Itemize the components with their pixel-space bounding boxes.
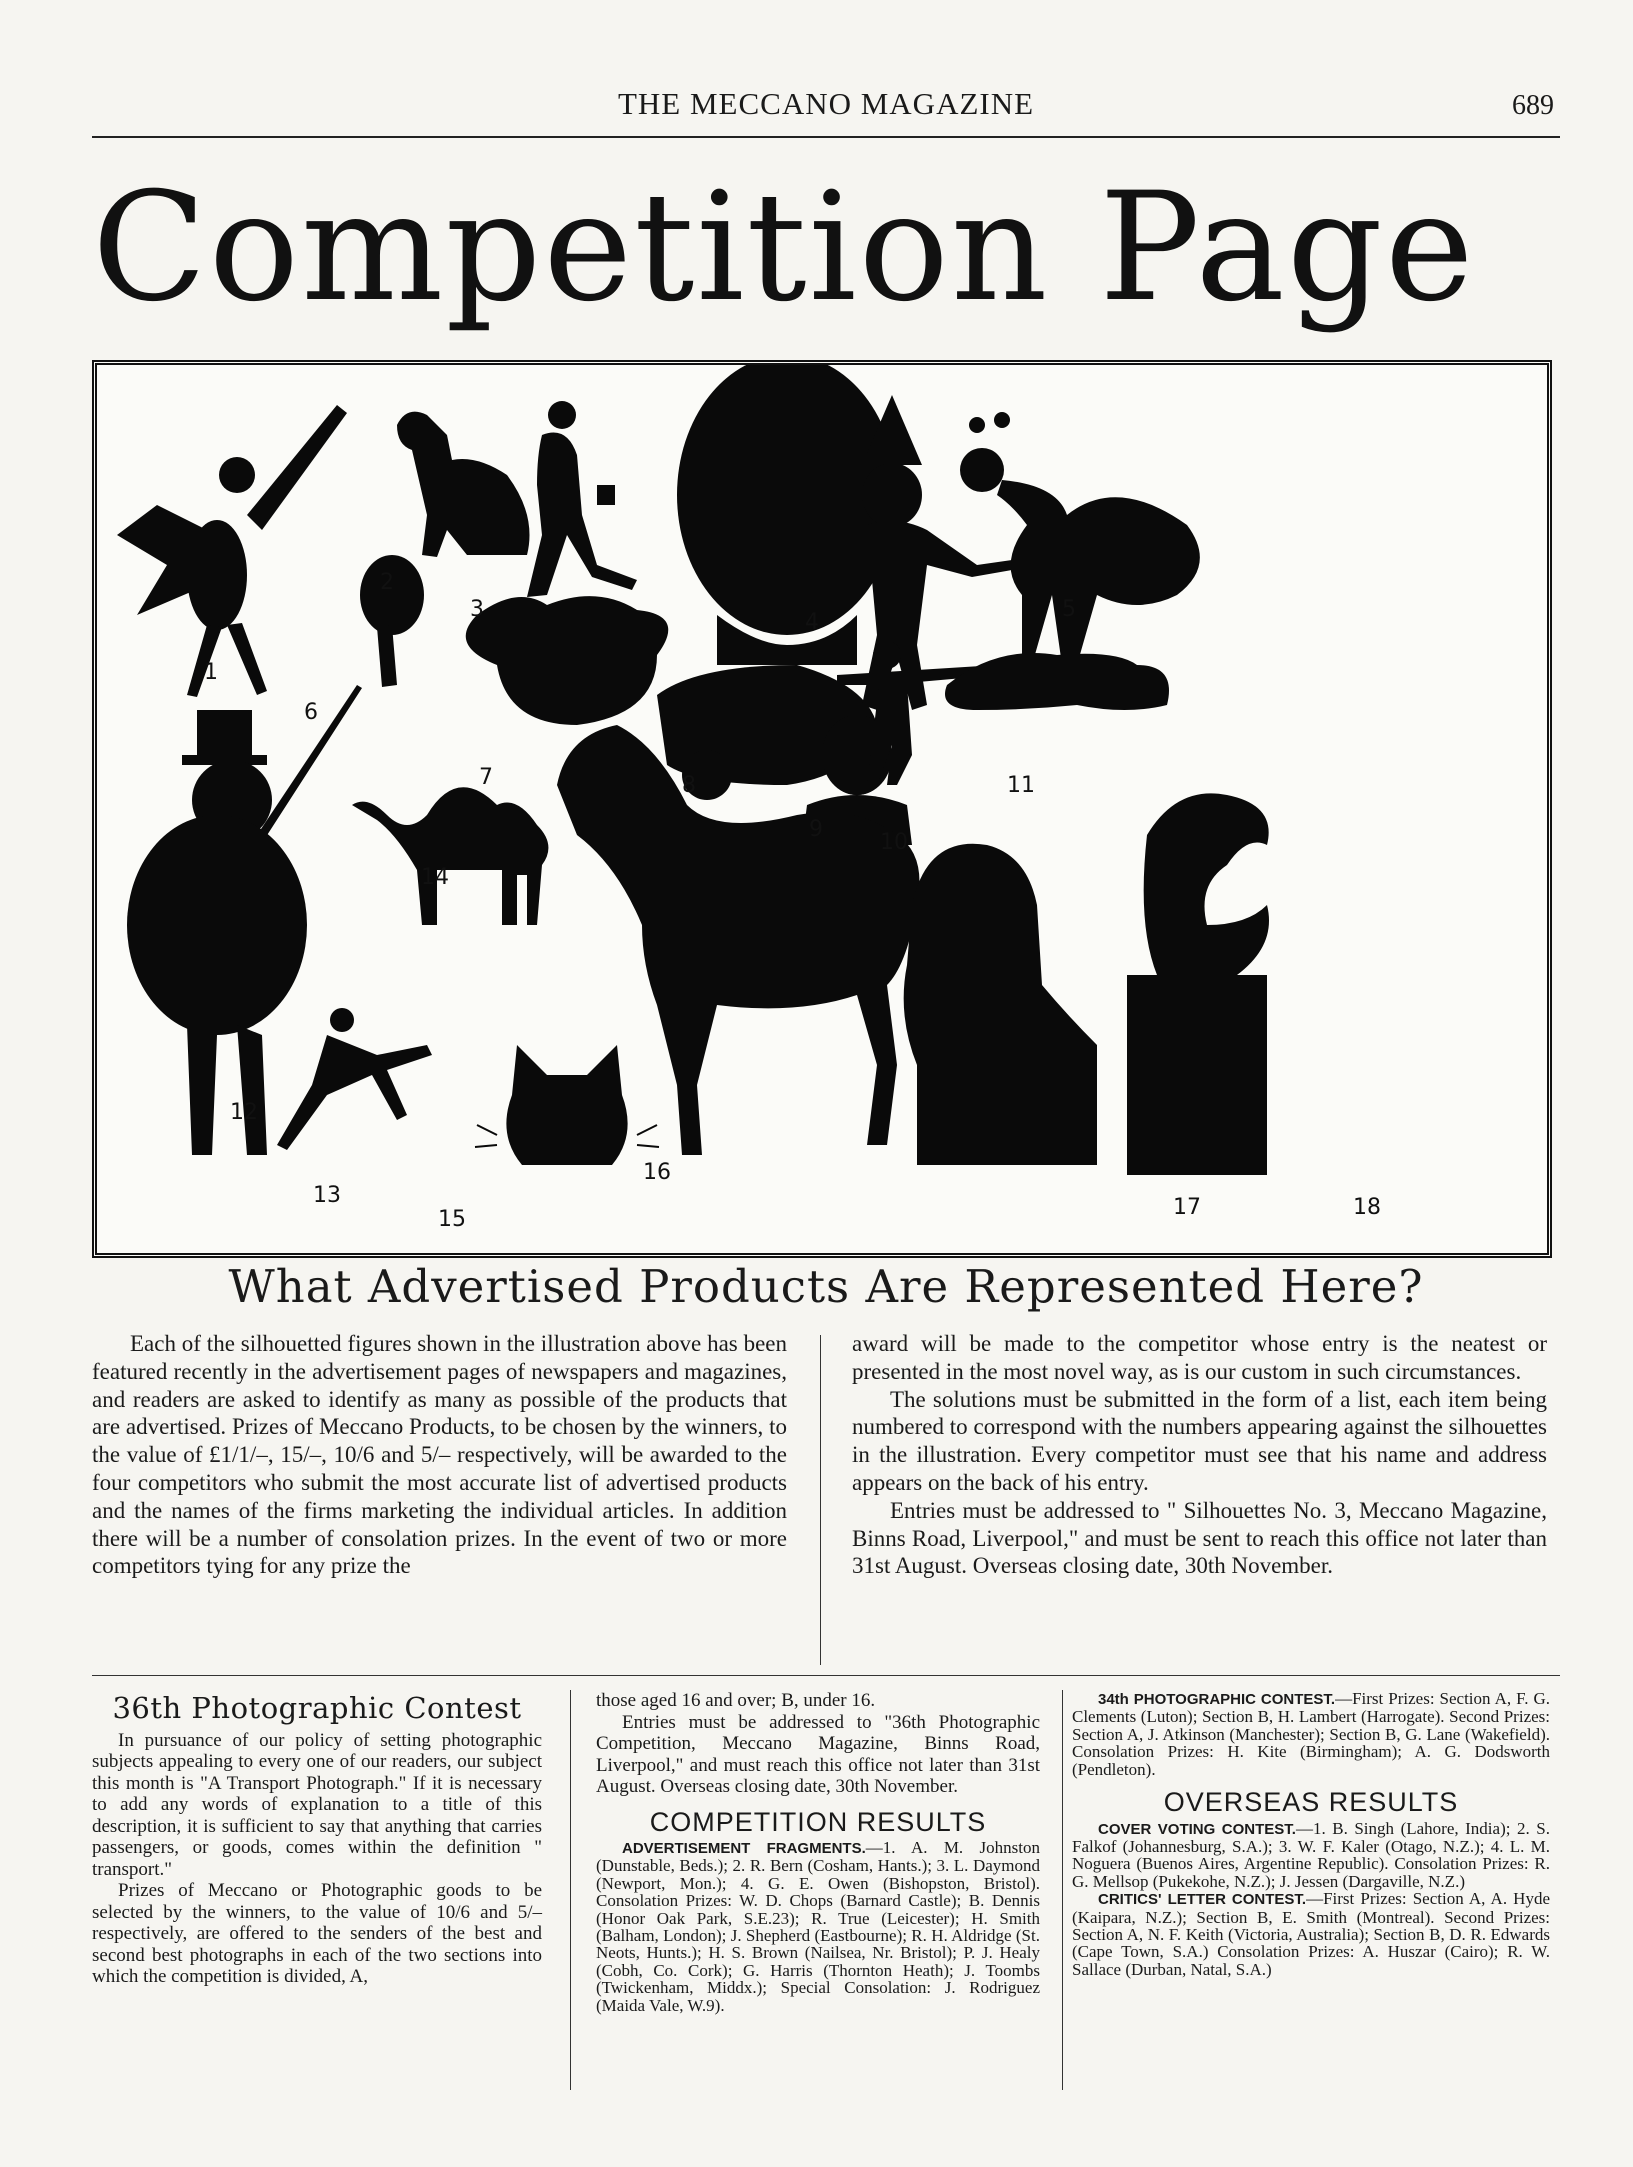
silhouette-17-head-profile	[904, 844, 1097, 1165]
cover-voting-text: —1. B. Singh (Lahore, India); 2. S. Falkof (Johannesburg, S.A.); 3. W. F. Kaler (Otago, N.Z.); 4. L. M. Noguera (Buenos Aires, Argentine Republic). Consolation Prizes: R. G. Mellsop (Pukekohe, N.Z.); J. Jessen (Dargaville, N.Z.)	[1072, 1818, 1550, 1891]
photo-contest-paragraph-4: Entries must be addressed to "36th Photographic Competition, Meccano Magazine, Binns Road, Liverpool," and must reach this office not later than 31st August. Overseas closing date, 30th November.	[596, 1711, 1040, 1797]
intro-right-paragraph-2: The solutions must be submitted in the form of a list, each item being numbered to correspond with the numbers appearing against the silhouettes in the illustration. Every competitor must see that his name and address appears on the back of his entry.	[852, 1386, 1547, 1495]
figure-number-7: 7	[479, 765, 493, 790]
critics-letter-results	[1072, 1890, 1550, 1978]
intro-right-paragraph-3: Entries must be addressed to " Silhouettes No. 3, Meccano Magazine, Binns Road, Liverpool," and must be sent to reach this office not later than 31st August. Overseas closing date, 30th November.	[852, 1497, 1547, 1579]
competition-results-heading: COMPETITION RESULTS	[649, 1806, 987, 1837]
figure-number-3: 3	[470, 597, 484, 622]
column-divider-3	[1062, 1690, 1063, 2090]
intro-right-paragraph-1: award will be made to the competitor whose entry is the neatest or presented in the most novel way, as is our custom in such circumstances.	[852, 1331, 1547, 1384]
photo-contest-column	[92, 1690, 542, 1988]
photo-contest-paragraph-1: In pursuance of our policy of setting photographic subjects appealing to every one of our readers, our subject this month is "A Transport Photograph." If it is necessary to add any words of explanation to a title of this description, it is sufficient to say that anything that carries passengers, or goods, comes within the definition " transport."	[92, 1729, 542, 1880]
page-number: 689	[1512, 90, 1554, 121]
column-divider-2	[570, 1690, 571, 2090]
right-results-column	[1072, 1690, 1550, 1978]
figure-number-14: 14	[421, 865, 449, 890]
cover-voting-results	[1072, 1820, 1550, 1891]
section-rule	[92, 1675, 1560, 1676]
critics-letter-text: —First Prizes: Section A, A. Hyde (Kaipara, N.Z.); Section B, E. Smith (Montreal). Second Prizes: Section A, N. F. Keith (Victoria, Australia); Section B, D. R. Edwards (Cape Town, S.A.) Consolation Prizes: A. Huszar (Cairo); R. W. Sallace (Durban, Natal, S.A.)	[1072, 1889, 1550, 1979]
advertisement-fragments-title: ADVERTISEMENT FRAGMENTS.	[622, 1840, 866, 1857]
figure-number-13: 13	[313, 1183, 341, 1208]
intro-left-column	[92, 1330, 787, 1580]
figure-number-18: 18	[1353, 1195, 1381, 1220]
silhouette-11-flat-object	[945, 653, 1169, 710]
magazine-title: THE MECCANO MAGAZINE	[617, 86, 1035, 121]
overseas-results-heading: OVERSEAS RESULTS	[1163, 1787, 1459, 1818]
silhouette-plate	[92, 360, 1552, 1258]
question-heading: What Advertised Products Are Represented Here?	[228, 1260, 1424, 1313]
photo34-title: 34th PHOTOGRAPHIC CONTEST.	[1098, 1691, 1336, 1708]
page-title-text: Competition Page	[92, 161, 1476, 335]
photo-contest-paragraph-3: those aged 16 and over; B, under 16.	[596, 1690, 876, 1711]
critics-letter-title: CRITICS' LETTER CONTEST.	[1098, 1891, 1307, 1909]
figure-number-16: 16	[643, 1160, 671, 1185]
figure-number-12: 12	[230, 1100, 258, 1125]
silhouettes-illustration	[97, 365, 1547, 1253]
figure-number-9: 9	[809, 817, 823, 842]
photo34-text: —First Prizes: Section A, F. G. Clements (Luton); Section B, H. Lambert (Harrogate). Second Prizes: Section A, J. Atkinson (Manchester); Section B, G. Lane (Wakefield). Consolation Prizes: H. Kite (Birmingham); A. G. Dodsworth (Pendleton).	[1072, 1689, 1550, 1779]
advertisement-fragments-text: —1. A. M. Johnston (Dunstable, Beds.); 2. R. Bern (Cosham, Hants.); 3. L. Daymond (Newport, Mon.); 4. G. E. Owen (Bishopston, Bristol). Consolation Prizes: W. D. Chops (Barnard Castle); B. Dennis (Honor Oak Park, S.E.23); R. True (Leicester); H. Smith (Balham, London); J. Shepherd (Eastbourne); R. H. Aldridge (St. Neots, Hunts.); H. S. Brown (Nailsea, Nr. Bristol); P. J. Healy (Cobh, Co. Cork); G. Harris (Thornton Heath); J. Toombs (Twickenham, Middx.); Special Consolation: J. Rodriguez (Maida Vale, W.9).	[596, 1838, 1040, 2015]
figure-number-6: 6	[304, 700, 318, 725]
silhouette-1-fairy	[117, 405, 347, 697]
figure-number-2: 2	[380, 570, 394, 595]
intro-left-paragraph: Each of the silhouetted figures shown in the illustration above has been featured recently in the advertisement pages of newspapers and magazines, and readers are asked to identify as many as possible of the products that are advertised. Prizes of Meccano Products, to be chosen by the winners, to the value of £1/1/–, 15/–, 10/6 and 5/– respectively, will be awarded to the four competitors who submit the most accurate list of advertised products and the names of the firms marketing the individual articles. In addition there will be a number of consolation prizes. In the event of two or more competitors tying for any prize the	[92, 1331, 787, 1579]
silhouette-2-dog	[397, 412, 530, 557]
figure-number-10: 10	[880, 830, 908, 855]
intro-right-column	[852, 1330, 1547, 1580]
header-rule	[92, 136, 1560, 138]
column-divider	[820, 1335, 821, 1665]
middle-column	[596, 1690, 1040, 2014]
figure-number-17: 17	[1173, 1195, 1201, 1220]
cover-voting-title: COVER VOTING CONTEST.	[1098, 1820, 1296, 1838]
silhouette-18-bird-on-pedestal	[1127, 793, 1269, 1175]
photo-contest-paragraph-2: Prizes of Meccano or Photographic goods to be selected by the winners, to the value of 10/6 and 5/– respectively, are offered to the senders of the best and second best photographs in each of the two sections into which the competition is divided, A,	[92, 1880, 542, 1987]
figure-number-11: 11	[1007, 773, 1035, 798]
photo-contest-heading: 36th Photographic Contest	[112, 1691, 522, 1725]
photo34-results	[1072, 1690, 1550, 1778]
silhouette-14-camel	[352, 787, 548, 925]
figure-number-5: 5	[1062, 597, 1076, 622]
figure-number-4: 4	[805, 610, 819, 635]
silhouette-3-walking-man	[527, 401, 637, 597]
running-head	[92, 82, 1560, 126]
silhouette-15-cat-face	[506, 1045, 627, 1165]
figure-number-8: 8	[682, 773, 696, 798]
advertisement-fragments-results	[596, 1839, 1040, 2014]
silhouette-5-ostrich	[960, 412, 1200, 687]
figure-number-15: 15	[438, 1207, 466, 1232]
figure-number-1: 1	[204, 660, 218, 685]
page-title	[92, 148, 1560, 348]
silhouette-13-jumping-figure	[277, 1008, 432, 1150]
